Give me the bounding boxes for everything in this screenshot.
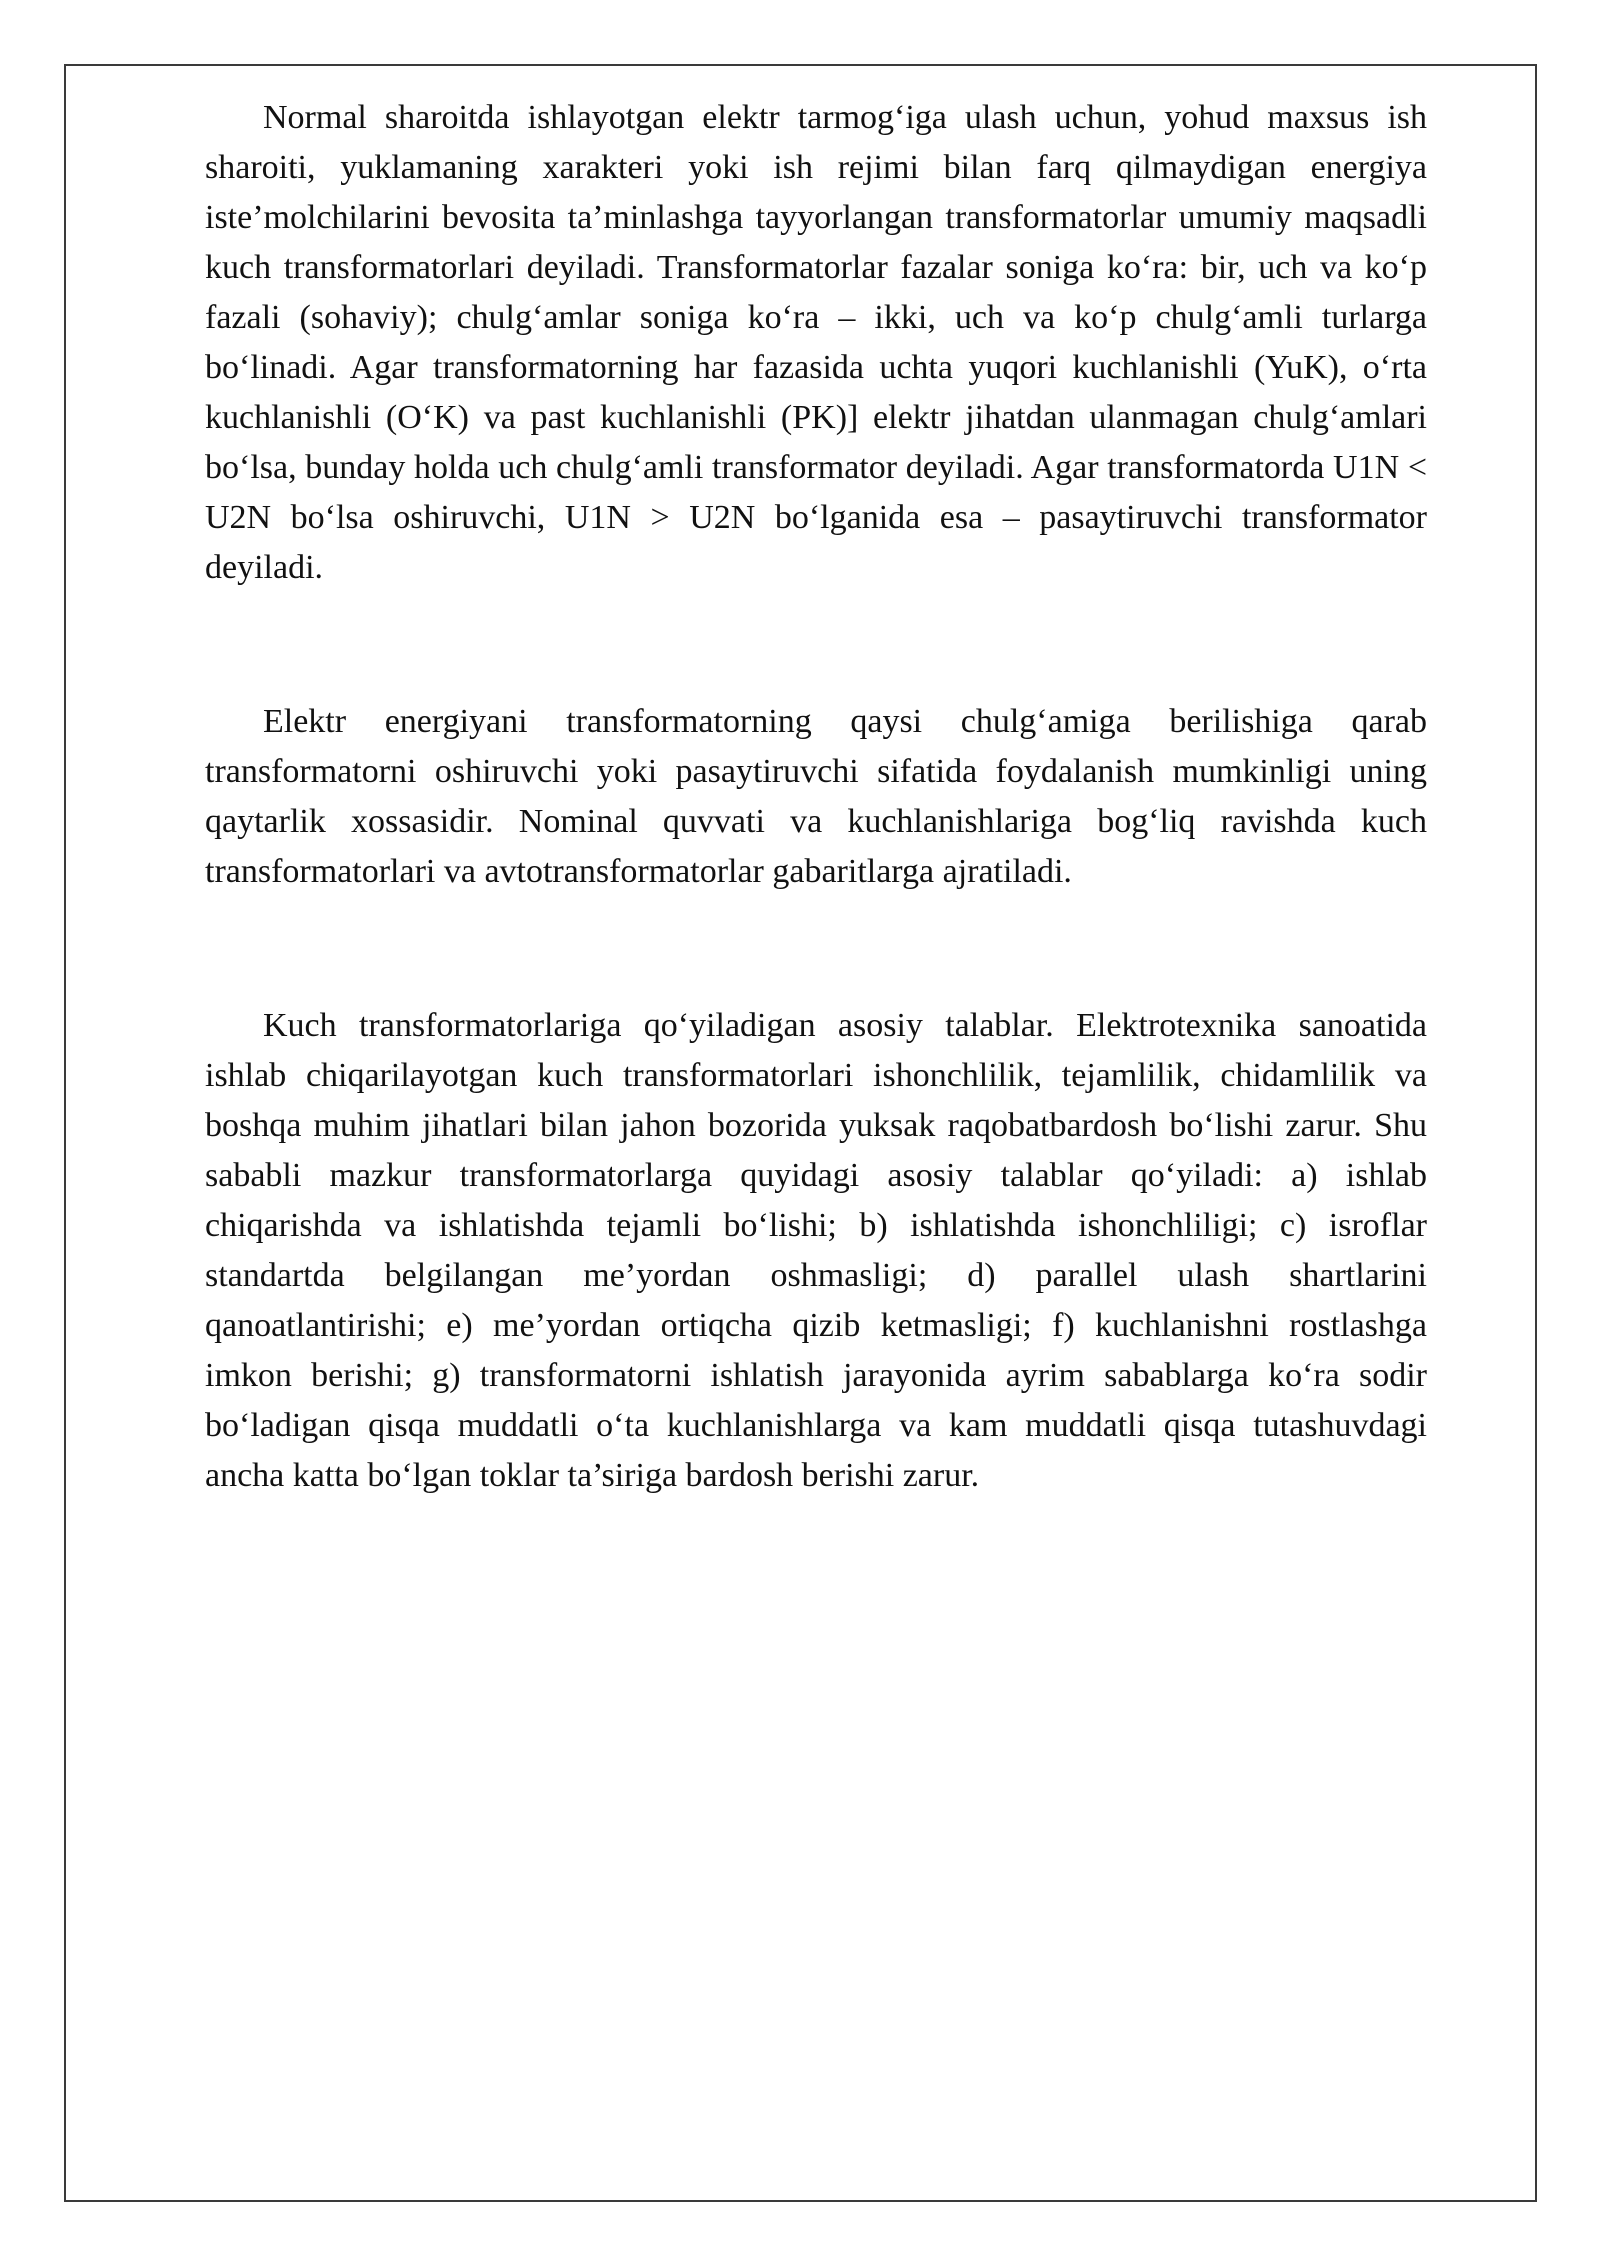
document-body xyxy=(205,93,1427,1501)
paragraph-transformer-definitions: Normal sharoitda ishlayotgan elektr tarmog‘iga ulash uchun, yohud maxsus ish sharoiti, yuklamaning xarakteri yoki ish rejimi bilan farq qilmaydigan energiya iste’molchilarini bevosita ta’minlashga tayyorlangan transformatorlar umumiy maqsadli kuch transformatorlari deyiladi. Transformatorlar fazalar soniga ko‘ra: bir, uch va ko‘p fazali (sohaviy); chulg‘amlar soniga ko‘ra – ikki, uch va ko‘p chulg‘amli turlarga bo‘linadi. Agar transformatorning har fazasida uchta yuqori kuchlanishli (YuK), o‘rta kuchlanishli (O‘K) va past kuchlanishli (PK)] elektr jihatdan ulanmagan chulg‘amlari bo‘lsa, bunday holda uch chulg‘amli transformator deyiladi. Agar transformatorda U1N < U2N bo‘lsa oshiruvchi, U1N > U2N bo‘lganida esa – pasaytiruvchi transformator deyiladi. xyxy=(205,99,1427,586)
paragraph-spacer xyxy=(205,593,1427,697)
paragraph-requirements: Kuch transformatorlariga qo‘yiladigan asosiy talablar. Elektrotexnika sanoatida ishlab chiqarilayotgan kuch transformatorlari ishonchlilik, tejamlilik, chidamlilik va boshqa muhim jihatlari bilan jahon bozorida yuksak raqobatbardosh bo‘lishi zarur. Shu sababli mazkur transformatorlarga quyidagi asosiy talablar qo‘yiladi: a) ishlab chiqarishda va ishlatishda tejamli bo‘lishi; b) ishlatishda ishonchliligi; c) isroflar standartda belgilangan me’yordan oshmasligi; d) parallel ulash shartlarini qanoatlantirishi; e) me’yordan ortiqcha qizib ketmasligi; f) kuchlanishni rostlashga imkon berishi; g) transformatorni ishlatish jarayonida ayrim sabablarga ko‘ra sodir bo‘ladigan qisqa muddatli o‘ta kuchlanishlarga va kam muddatli qisqa tutashuvdagi ancha katta bo‘lgan toklar ta’siriga bardosh berishi zarur. xyxy=(205,1007,1427,1494)
paragraph-reversibility: Elektr energiyani transformatorning qaysi chulg‘amiga berilishiga qarab transformatorni oshiruvchi yoki pasaytiruvchi sifatida foydalanish mumkinligi uning qaytarlik xossasidir. Nominal quvvati va kuchlanishlariga bog‘liq ravishda kuch transformatorlari va avtotransformatorlar gabaritlarga ajratiladi. xyxy=(205,703,1427,890)
paragraph-spacer xyxy=(205,897,1427,1001)
